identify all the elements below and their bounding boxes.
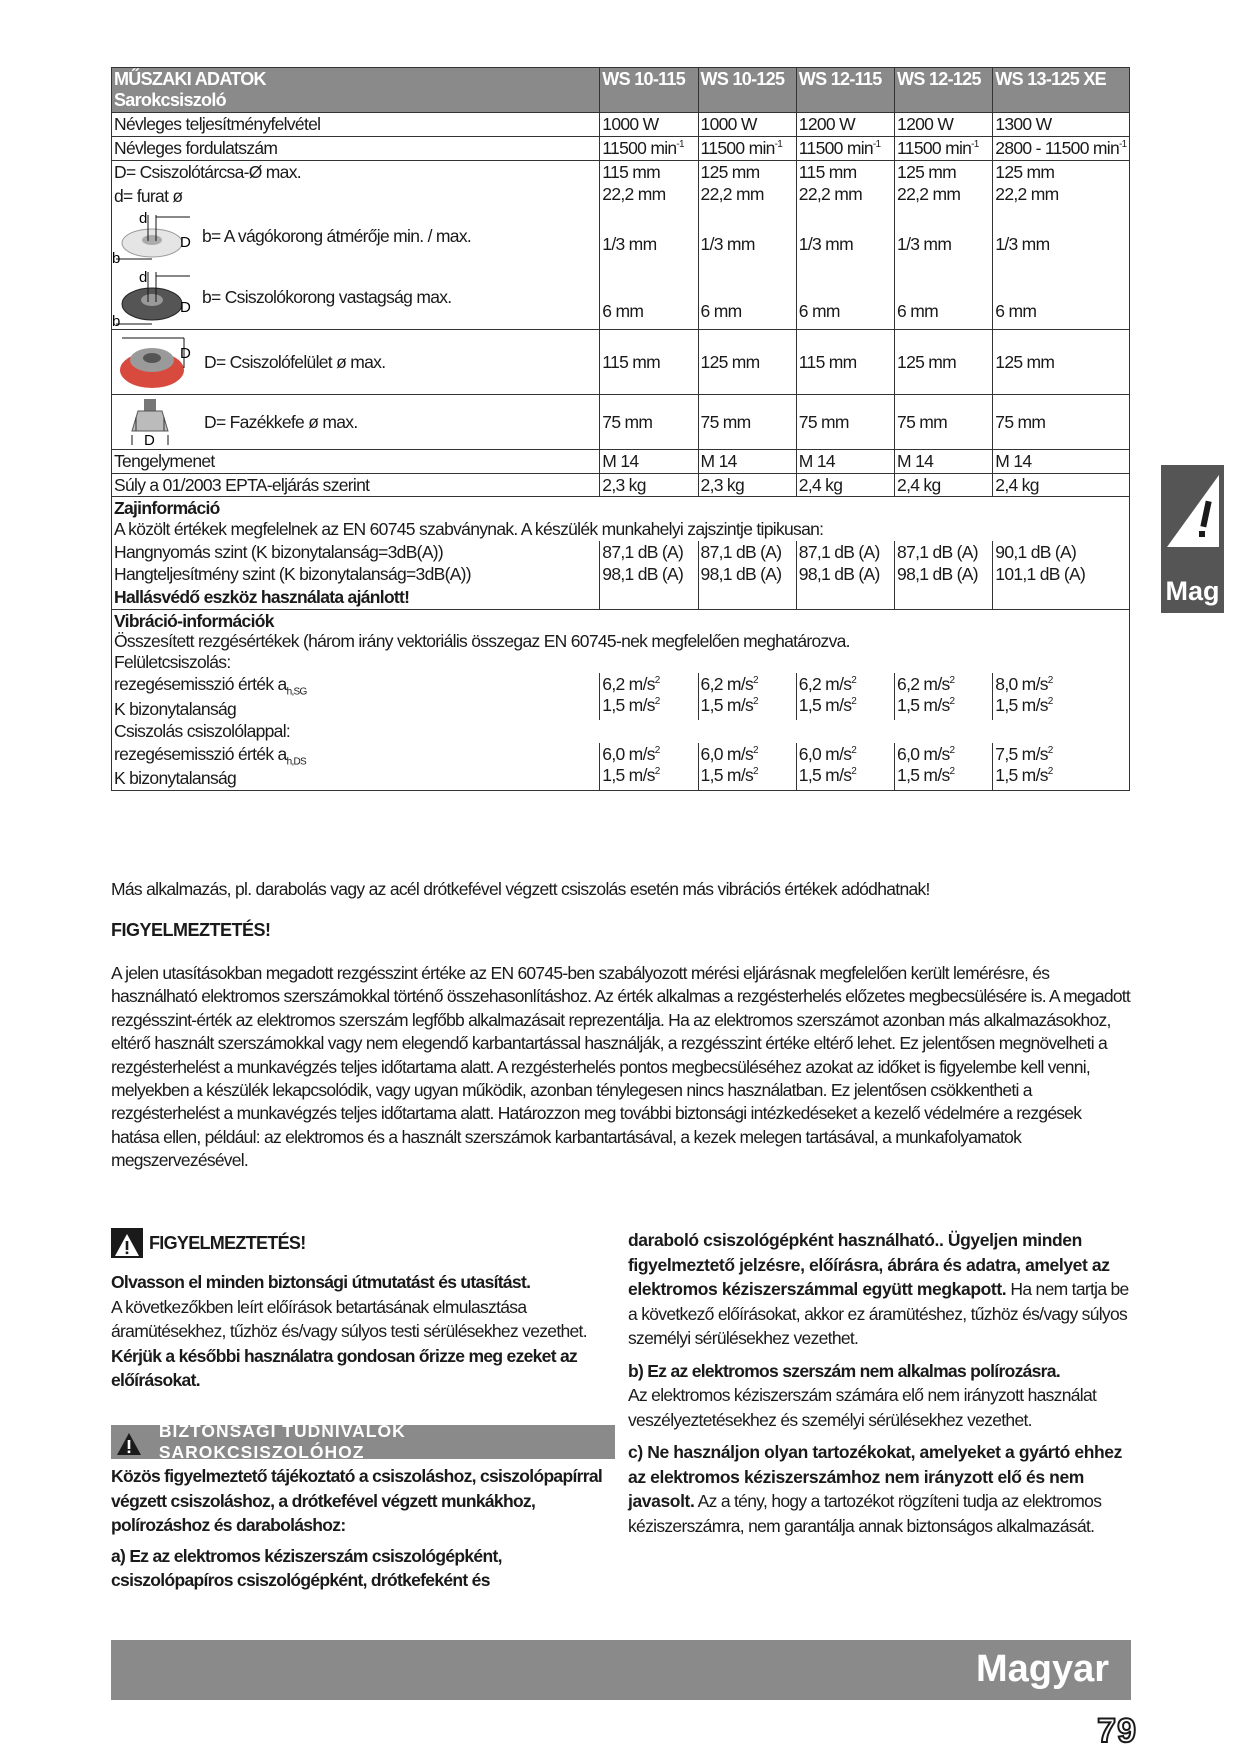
- cell-value: 22,2 mm: [700, 184, 764, 205]
- cell-value: 22,2 mm: [798, 184, 862, 205]
- cell-value: 6 mm: [798, 300, 840, 321]
- cell-value: 2800 - 11500 min: [995, 138, 1120, 159]
- safety-intro-bold: Olvasson el minden biztonsági útmutatást és utasítást.: [111, 1272, 531, 1292]
- row-label: Hangnyomás szint (K bizonytalanság=3dB(A)): [112, 541, 600, 564]
- svg-text:D: D: [144, 432, 155, 448]
- left-column-lower: [111, 1464, 616, 1593]
- cell-value: 1/3 mm: [897, 234, 952, 255]
- row-label: Névleges fordulatszám: [112, 137, 600, 161]
- common-warning: Közös figyelmeztető tájékoztató a csiszoláshoz, csiszolópapírral végzett csiszoláshoz, a drótkefével végzett munkákhoz, polírozáshoz és daraboláshoz:: [111, 1466, 603, 1535]
- table-row: [112, 743, 1130, 790]
- table-row: [112, 673, 1130, 720]
- table-row: [112, 586, 1130, 609]
- row-label: Tengelymenet: [112, 450, 600, 474]
- cell: 6,2 $m/s^2$ 1,5 $m/s^2$: [796, 673, 894, 720]
- cell-value: 22,2 mm: [897, 184, 961, 205]
- cell: 125 mm: [993, 330, 1130, 395]
- cell: 75 mm: [600, 395, 698, 450]
- cutting-disc-icon: [112, 207, 192, 265]
- model-header: WS 12-125: [895, 68, 993, 113]
- vibration-intro: Összesített rezgésértékek (három irány vektoriális összegaz EN 60745-nek megfelelően meghatározva.: [114, 631, 850, 652]
- cell: 87,1 dB (A): [796, 541, 894, 564]
- noise-intro: A közölt értékek megfelelnek az EN 60745 szabványnak. A készülék munkahelyi zajszintje tipikusan:: [114, 518, 824, 539]
- cell-value: 1/3 mm: [995, 234, 1050, 255]
- cell: 87,1 dB (A): [600, 541, 698, 564]
- svg-text:d: d: [139, 269, 147, 287]
- vibration-head: [112, 609, 1130, 673]
- cell: 1000 W: [600, 113, 698, 137]
- cell: 6,0 $m/s^2$ 1,5 $m/s^2$: [895, 743, 993, 790]
- technical-data-table: [111, 67, 1130, 791]
- cell: [600, 137, 698, 161]
- svg-text:b: b: [112, 250, 120, 266]
- disc-sanding-label: Csiszolás csiszolólappal:: [112, 720, 1130, 743]
- cell: 1000 W: [698, 113, 796, 137]
- cell: [796, 137, 894, 161]
- side-tab-label: Mag: [1165, 576, 1220, 606]
- cell: 98,1 dB (A): [796, 563, 894, 586]
- disc-values: [600, 160, 698, 329]
- cell-value: 1/3 mm: [602, 234, 657, 255]
- warning-icon: [1161, 465, 1224, 565]
- svg-text:b: b: [112, 313, 120, 329]
- unit-sup: -1: [774, 139, 783, 151]
- svg-text:D: D: [180, 345, 191, 363]
- cell-value: 125 mm: [897, 161, 957, 182]
- table-row: [112, 450, 1130, 474]
- cell: 115 mm: [600, 330, 698, 395]
- left-column: [111, 1228, 616, 1393]
- table-row: [112, 563, 1130, 586]
- table-row: [112, 160, 1130, 329]
- item-b-title: b) Ez az elektromos szerszám nem alkalmas polírozásra.: [628, 1360, 1060, 1381]
- cell: 87,1 dB (A): [698, 541, 796, 564]
- svg-text:D: D: [180, 299, 191, 317]
- warning-icon: [111, 1228, 143, 1258]
- cell: 98,1 dB (A): [698, 563, 796, 586]
- noise-title: Zajinformáció: [114, 498, 220, 519]
- warning-title: FIGYELMEZTETÉS!: [111, 920, 271, 940]
- cell: 1200 W: [895, 113, 993, 137]
- cell-value: 11500 min: [798, 138, 873, 159]
- model-header: WS 13-125 XE: [993, 68, 1130, 113]
- vibration-title: Vibráció-információk: [114, 610, 274, 631]
- surface-label: Felületcsiszolás:: [114, 651, 231, 672]
- cup-brush-icon: [114, 397, 194, 447]
- cell: 2,3 kg: [600, 473, 698, 497]
- unit-sup: -1: [872, 139, 881, 151]
- cell: 87,1 dB (A): [895, 541, 993, 564]
- cell-value: 22,2 mm: [995, 184, 1059, 205]
- cell: 6,0 $m/s^2$ 1,5 $m/s^2$: [796, 743, 894, 790]
- cell: 6,0 $m/s^2$ 1,5 $m/s^2$: [698, 743, 796, 790]
- cell: 6,2 $m/s^2$ 1,5 $m/s^2$: [698, 673, 796, 720]
- cell-value: 1/3 mm: [798, 234, 853, 255]
- warning-box: [111, 1228, 616, 1258]
- footer-bar: [111, 1640, 1131, 1700]
- item-a: a) Ez az elektromos kéziszerszám csiszológépként, csiszolópapíros csiszológépként, drótkefeként és: [111, 1545, 502, 1590]
- row-label: Hangteljesítmény szint (K bizonytalanság=3dB(A)): [112, 563, 600, 586]
- table-row: [112, 473, 1130, 497]
- row-label: D= Csiszolótárcsa-Ø max.: [114, 161, 301, 182]
- cell: 90,1 dB (A): [993, 541, 1130, 564]
- unit-sup: -1: [971, 139, 979, 151]
- cutting-row: [112, 207, 599, 265]
- cell: 125 mm: [698, 330, 796, 395]
- cell: M 14: [993, 450, 1130, 474]
- disc-values: [796, 160, 894, 329]
- cell: 2,4 kg: [895, 473, 993, 497]
- cell: 101,1 dB (A): [993, 563, 1130, 586]
- hearing-advice: Hallásvédő eszköz használata ajánlott!: [112, 586, 600, 609]
- table-row: [112, 113, 1130, 137]
- table-header-row: [112, 68, 1130, 113]
- language-side-tab: [1161, 465, 1224, 613]
- row-label: b= Csiszolókorong vastagság max.: [202, 286, 452, 307]
- cell-value: 11500 min: [700, 138, 775, 159]
- disc-values: [993, 160, 1130, 329]
- cell: 75 mm: [698, 395, 796, 450]
- cell: 1200 W: [796, 113, 894, 137]
- cell: M 14: [796, 450, 894, 474]
- table-row: [112, 720, 1130, 743]
- svg-text:D: D: [180, 234, 191, 252]
- section-title: BIZTONSÁGI TUDNIVALÓK SAROKCSISZOLÓHOZ: [158, 1421, 406, 1462]
- section-bar: [111, 1421, 615, 1462]
- table-row: [112, 395, 1130, 450]
- row-label: D= Csiszolófelület ø max.: [204, 351, 386, 372]
- keep-instructions: Kérjük a későbbi használatra gondosan őrizze meg ezeket az előírásokat.: [111, 1345, 578, 1390]
- sanding-disc-icon: [114, 332, 194, 392]
- cell: 6,0 $m/s^2$ 1,5 $m/s^2$: [600, 743, 698, 790]
- model-header: WS 10-115: [600, 68, 698, 113]
- row-label: b= A vágókorong átmérője min. / max.: [202, 225, 472, 246]
- cell: 6,2 $m/s^2$ 1,5 $m/s^2$: [895, 673, 993, 720]
- table-row: [112, 137, 1130, 161]
- cell: 2,4 kg: [993, 473, 1130, 497]
- cell: 115 mm: [796, 330, 894, 395]
- table-subtitle: Sarokcsiszoló: [114, 90, 226, 111]
- footer-language: Magyar: [975, 1648, 1109, 1690]
- cell: 7,5 $m/s^2$ 1,5 $m/s^2$: [993, 743, 1130, 790]
- brush-label-cell: [112, 395, 600, 450]
- grinding-disc-icon: [112, 266, 192, 328]
- safety-intro-text: A következőkben leírt előírások betartásának elmulasztása áramütésekhez, tűzhöz és/vagy súlyos testi sérülésekhez vezethet.: [111, 1296, 587, 1341]
- cell: M 14: [600, 450, 698, 474]
- table-title: MŰSZAKI ADATOK: [114, 69, 266, 89]
- svg-text:d: d: [139, 210, 147, 228]
- vibration-section: [112, 609, 1130, 673]
- table-row: [112, 330, 1130, 395]
- row-label: rezegésemisszió érték $a_{h,DS}$ K bizonytalanság: [112, 743, 600, 790]
- cell-value: 6 mm: [700, 300, 742, 321]
- cell: M 14: [698, 450, 796, 474]
- cell-value: 6 mm: [995, 300, 1037, 321]
- disc-values: [895, 160, 993, 329]
- unit-sup: -1: [676, 139, 684, 151]
- cell-value: 1/3 mm: [700, 234, 755, 255]
- vibration-note: Más alkalmazás, pl. darabolás vagy az acél drótkefével végzett csiszolás esetén más vibrációs értékek adódhatnak!: [111, 879, 930, 899]
- item-a-cont: daraboló csiszológépként használható.. Ügyeljen minden figyelmeztető jelzésre, előírásra, ábrára és adatra, amelyet az elektromos kéziszerszámmal együtt megkapott. Ha nem tartja be a következő előírásokat, akkor ez áramütéshez, tűzhöz és/vagy súlyos személyi sérülésekhez vezethet.: [628, 1230, 1129, 1348]
- row-label: Súly a 01/2003 EPTA-eljárás szerint: [112, 473, 600, 497]
- cell-value: 125 mm: [700, 161, 760, 182]
- cell: 6,2 $m/s^2$ 1,5 $m/s^2$: [600, 673, 698, 720]
- cell: [895, 137, 993, 161]
- cell: 125 mm: [895, 330, 993, 395]
- grinding-row: [112, 265, 599, 329]
- row-label: D= Fazékkefe ø max.: [204, 411, 358, 432]
- cell: 98,1 dB (A): [895, 563, 993, 586]
- cell-value: 6 mm: [602, 300, 644, 321]
- cell: [698, 137, 796, 161]
- cell: 2,4 kg: [796, 473, 894, 497]
- cell: [993, 137, 1130, 161]
- unit-sup: -1: [1119, 139, 1127, 151]
- disc-label-cell: [112, 160, 600, 329]
- cell-value: 115 mm: [798, 161, 857, 182]
- noise-section: [112, 497, 1130, 541]
- cell: 8,0 $m/s^2$ 1,5 $m/s^2$: [993, 673, 1130, 720]
- row-label: Névleges teljesítményfelvétel: [112, 113, 600, 137]
- item-b-text: Az elektromos kéziszerszám számára elő nem irányzott használat veszélyeztetésekhez és személyi sérülésekhez vezethet.: [628, 1385, 1097, 1430]
- disc-values: [698, 160, 796, 329]
- right-column: [628, 1228, 1133, 1538]
- cell-value: 125 mm: [995, 161, 1055, 182]
- table-row: [112, 541, 1130, 564]
- row-label: rezegésemisszió érték $a_{h,SG}$ K bizonytalanság: [112, 673, 600, 720]
- cell: 75 mm: [796, 395, 894, 450]
- cell-value: 6 mm: [897, 300, 938, 321]
- cell-value: 11500 min: [602, 138, 677, 159]
- model-header: WS 10-125: [698, 68, 796, 113]
- header-title-cell: [112, 68, 600, 113]
- warning-icon: [113, 1427, 145, 1457]
- item-c: c) Ne használjon olyan tartozékokat, amelyeket a gyártó ehhez az elektromos kéziszerszámhoz nem irányzott elő és nem javasolt. Az a tény, hogy a tartozékot rögzíteni tudja az elektromos kéziszerszámra, nem garantálja annak biztonságos alkalmazását.: [628, 1442, 1122, 1536]
- cell: 98,1 dB (A): [600, 563, 698, 586]
- warning-label: FIGYELMEZTETÉS!: [149, 1232, 306, 1253]
- warning-paragraph: A jelen utasításokban megadott rezgésszint értéke az EN 60745-ben szabályozott mérési eljárásnak megfelelően került lemérésre, és használható elektromos szerszámokkal történő összehasonlításhoz. Az érték alkalmas a rezgésterhelés előzetes megbecsülésére is. A megadott rezgésszint-érték az elektromos szerszám legfőbb alkalmazásait reprezentálja. Ha az elektromos szerszámot azonban más alkalmazásokhoz, eltérő használt szerszámokkal vagy nem elegendő karbantartással használják, a rezgésszint értéke eltérő lehet. Ez jelentősen megnövelheti a rezgésterhelést a munkavégzés teljes időtartama alatt. A rezgésterhelés pontos megbecsüléséhez azokat az időket is figyelembe kell venni, melyekben a készülék lekapcsolódik, vagy ugyan működik, azonban ténylegesen nincs használatban. Ez jelentősen csökkentheti a rezgésterhelést a munkavégzés teljes időtartama alatt. Határozzon meg további biztonsági intézkedéseket a kezelő védelmére a rezgések hatása ellen, például: az elektromos és a használt szerszámok karbantartásával, a kezek melegen tartásával, a munkafolyamatok megszervezésével.: [111, 963, 1131, 1171]
- sanding-label-cell: [112, 330, 600, 395]
- cell-value: 22,2 mm: [602, 184, 666, 205]
- model-header: WS 12-115: [796, 68, 894, 113]
- cell: 1300 W: [993, 113, 1130, 137]
- cell: M 14: [895, 450, 993, 474]
- noise-head: [112, 497, 1130, 541]
- cell-value: 11500 min: [897, 138, 972, 159]
- cell: 2,3 kg: [698, 473, 796, 497]
- cell-value: 115 mm: [602, 161, 661, 182]
- cell: 75 mm: [895, 395, 993, 450]
- page-number: 79: [1097, 1712, 1137, 1750]
- cell: 75 mm: [993, 395, 1130, 450]
- row-label: d= furat ø: [114, 186, 183, 207]
